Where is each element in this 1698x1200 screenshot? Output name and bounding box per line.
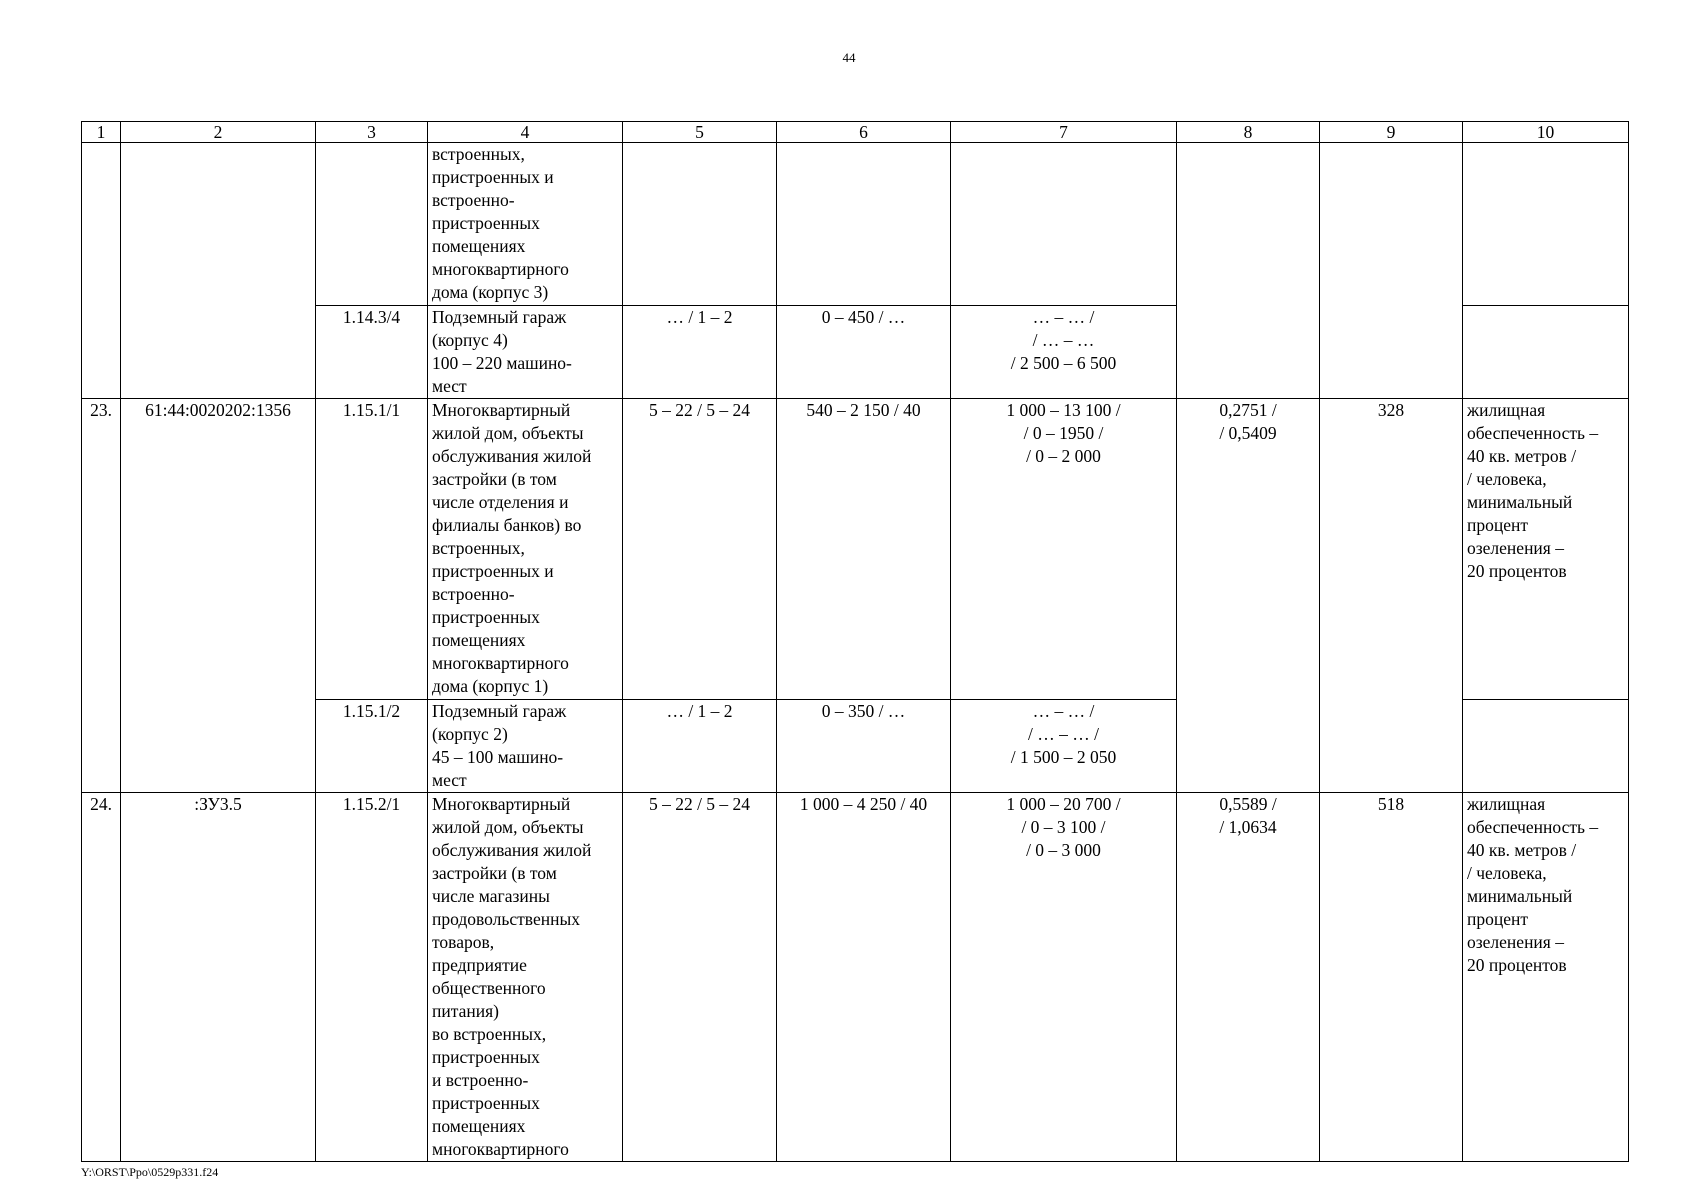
area-cell <box>951 399 1177 700</box>
page-number: 44 <box>842 50 856 65</box>
notes-line: минимальный <box>1467 492 1573 512</box>
notes-line: озеленения – <box>1467 932 1564 952</box>
table-row <box>82 399 1629 700</box>
description-line: дома (корпус 1) <box>432 676 549 696</box>
description-line: товаров, <box>432 932 495 952</box>
floors-cell: 5 – 22 / 5 – 24 <box>623 793 777 1162</box>
notes-cell <box>1463 306 1629 399</box>
coefficient-line: / 0,5409 <box>1219 423 1277 443</box>
description-cell <box>428 399 623 700</box>
area-line: / 0 – 1950 / <box>1023 423 1104 443</box>
area-line: … – … / <box>1032 307 1095 327</box>
description-line: жилой дом, объекты <box>432 423 584 443</box>
description-cell <box>428 793 623 1162</box>
description-line: Подземный гараж <box>432 701 567 721</box>
description-line: многоквартирного <box>432 259 569 279</box>
row-number-cell: 23. <box>82 399 121 793</box>
description-line: мест <box>432 376 467 396</box>
description-line: пристроенных и <box>432 167 554 187</box>
description-cell <box>428 700 623 793</box>
description-line: дома (корпус 3) <box>432 282 549 302</box>
row-number-cell <box>82 143 121 399</box>
notes-line: 20 процентов <box>1467 955 1567 975</box>
notes-line: процент <box>1467 909 1529 929</box>
notes-line: 20 процентов <box>1467 561 1567 581</box>
area-line: / 1 500 – 2 050 <box>1010 747 1117 767</box>
cadastral-cell: 61:44:0020202:1356 <box>121 399 316 793</box>
notes-line: 40 кв. метров / <box>1467 840 1577 860</box>
description-line: 45 – 100 машино- <box>432 747 564 767</box>
description-line: жилой дом, объекты <box>432 817 584 837</box>
description-cell <box>428 306 623 399</box>
header-cell: 4 <box>428 122 623 143</box>
description-line: помещениях <box>432 236 526 256</box>
description-line: филиалы банков) во <box>432 515 582 535</box>
description-line: общественного <box>432 978 546 998</box>
description-line: 100 – 220 машино- <box>432 353 572 373</box>
code-cell <box>316 143 428 306</box>
count-cell <box>1320 143 1463 399</box>
description-line: продовольственных <box>432 909 580 929</box>
area-cell <box>951 700 1177 793</box>
area-line: / 0 – 2 000 <box>1026 446 1101 466</box>
description-line: числе отделения и <box>432 492 569 512</box>
description-line: пристроенных <box>432 1093 540 1113</box>
area-line: / 0 – 3 000 <box>1026 840 1101 860</box>
setback-cell: 0 – 350 / … <box>777 700 951 793</box>
row-number-cell: 24. <box>82 793 121 1162</box>
header-cell: 2 <box>121 122 316 143</box>
header-cell: 3 <box>316 122 428 143</box>
floors-cell: … / 1 – 2 <box>623 306 777 399</box>
description-line: Многоквартирный <box>432 400 571 420</box>
notes-cell <box>1463 399 1629 700</box>
notes-line: жилищная <box>1467 400 1546 420</box>
description-line: пристроенных <box>432 1047 540 1067</box>
notes-line: процент <box>1467 515 1529 535</box>
notes-cell <box>1463 143 1629 306</box>
setback-cell: 0 – 450 / … <box>777 306 951 399</box>
description-line: питания) <box>432 1001 499 1021</box>
notes-line: 40 кв. метров / <box>1467 446 1577 466</box>
notes-cell <box>1463 700 1629 793</box>
description-line: многоквартирного <box>432 653 569 673</box>
area-cell <box>951 306 1177 399</box>
header-cell: 9 <box>1320 122 1463 143</box>
coefficient-line: 0,2751 / <box>1219 400 1277 420</box>
count-cell: 328 <box>1320 399 1463 793</box>
description-line: пристроенных и <box>432 561 554 581</box>
description-line: Многоквартирный <box>432 794 571 814</box>
cadastral-cell: :ЗУ3.5 <box>121 793 316 1162</box>
floors-cell: 5 – 22 / 5 – 24 <box>623 399 777 700</box>
notes-line: / человека, <box>1467 469 1547 489</box>
coefficient-cell <box>1177 399 1320 793</box>
floors-cell: … / 1 – 2 <box>623 700 777 793</box>
description-line: встроенно- <box>432 584 515 604</box>
notes-line: жилищная <box>1467 794 1546 814</box>
description-line: встроенных, <box>432 144 525 164</box>
notes-line: / человека, <box>1467 863 1547 883</box>
coefficient-cell <box>1177 143 1320 399</box>
description-line: Подземный гараж <box>432 307 567 327</box>
description-line: встроенных, <box>432 538 525 558</box>
description-line: числе магазины <box>432 886 550 906</box>
description-line: обслуживания жилой <box>432 446 592 466</box>
description-line: и встроенно- <box>432 1070 529 1090</box>
description-line: помещениях <box>432 630 526 650</box>
file-path-footer: Y:\ORST\Ppo\0529p331.f24 <box>81 1165 219 1179</box>
notes-cell <box>1463 793 1629 1162</box>
description-line: (корпус 4) <box>432 330 508 350</box>
notes-line: озеленения – <box>1467 538 1564 558</box>
cadastral-cell <box>121 143 316 399</box>
header-cell: 7 <box>951 122 1177 143</box>
header-cell: 1 <box>82 122 121 143</box>
coefficient-line: 0,5589 / <box>1219 794 1277 814</box>
area-line: 1 000 – 13 100 / <box>1006 400 1121 420</box>
area-line: 1 000 – 20 700 / <box>1006 794 1121 814</box>
header-cell: 8 <box>1177 122 1320 143</box>
column-number-header <box>82 122 1629 143</box>
area-line: / … – … / <box>1028 724 1099 744</box>
area-line: / 0 – 3 100 / <box>1021 817 1106 837</box>
area-line: / 2 500 – 6 500 <box>1010 353 1117 373</box>
code-cell: 1.15.1/1 <box>316 399 428 700</box>
notes-line: минимальный <box>1467 886 1573 906</box>
coefficient-line: / 1,0634 <box>1219 817 1277 837</box>
header-cell: 10 <box>1463 122 1629 143</box>
setback-cell <box>777 143 951 306</box>
description-cell <box>428 143 623 306</box>
zoning-table <box>81 121 1629 1162</box>
code-cell: 1.15.1/2 <box>316 700 428 793</box>
description-line: (корпус 2) <box>432 724 508 744</box>
description-line: многоквартирного <box>432 1139 569 1159</box>
header-cell: 5 <box>623 122 777 143</box>
code-cell: 1.14.3/4 <box>316 306 428 399</box>
table-row <box>82 143 1629 306</box>
description-line: встроенно- <box>432 190 515 210</box>
area-line: … – … / <box>1032 701 1095 721</box>
description-line: застройки (в том <box>432 469 557 489</box>
header-cell: 6 <box>777 122 951 143</box>
description-line: во встроенных, <box>432 1024 547 1044</box>
setback-cell: 1 000 – 4 250 / 40 <box>777 793 951 1162</box>
description-line: обслуживания жилой <box>432 840 592 860</box>
count-cell: 518 <box>1320 793 1463 1162</box>
area-cell <box>951 143 1177 306</box>
table-row <box>82 793 1629 1162</box>
description-line: пристроенных <box>432 607 540 627</box>
description-line: застройки (в том <box>432 863 557 883</box>
description-line: пристроенных <box>432 213 540 233</box>
setback-cell: 540 – 2 150 / 40 <box>777 399 951 700</box>
description-line: предприятие <box>432 955 527 975</box>
description-line: помещениях <box>432 1116 526 1136</box>
description-line: мест <box>432 770 467 790</box>
notes-line: обеспеченность – <box>1467 423 1599 443</box>
code-cell: 1.15.2/1 <box>316 793 428 1162</box>
notes-line: обеспеченность – <box>1467 817 1599 837</box>
area-cell <box>951 793 1177 1162</box>
area-line: / … – … <box>1032 330 1095 350</box>
floors-cell <box>623 143 777 306</box>
coefficient-cell <box>1177 793 1320 1162</box>
